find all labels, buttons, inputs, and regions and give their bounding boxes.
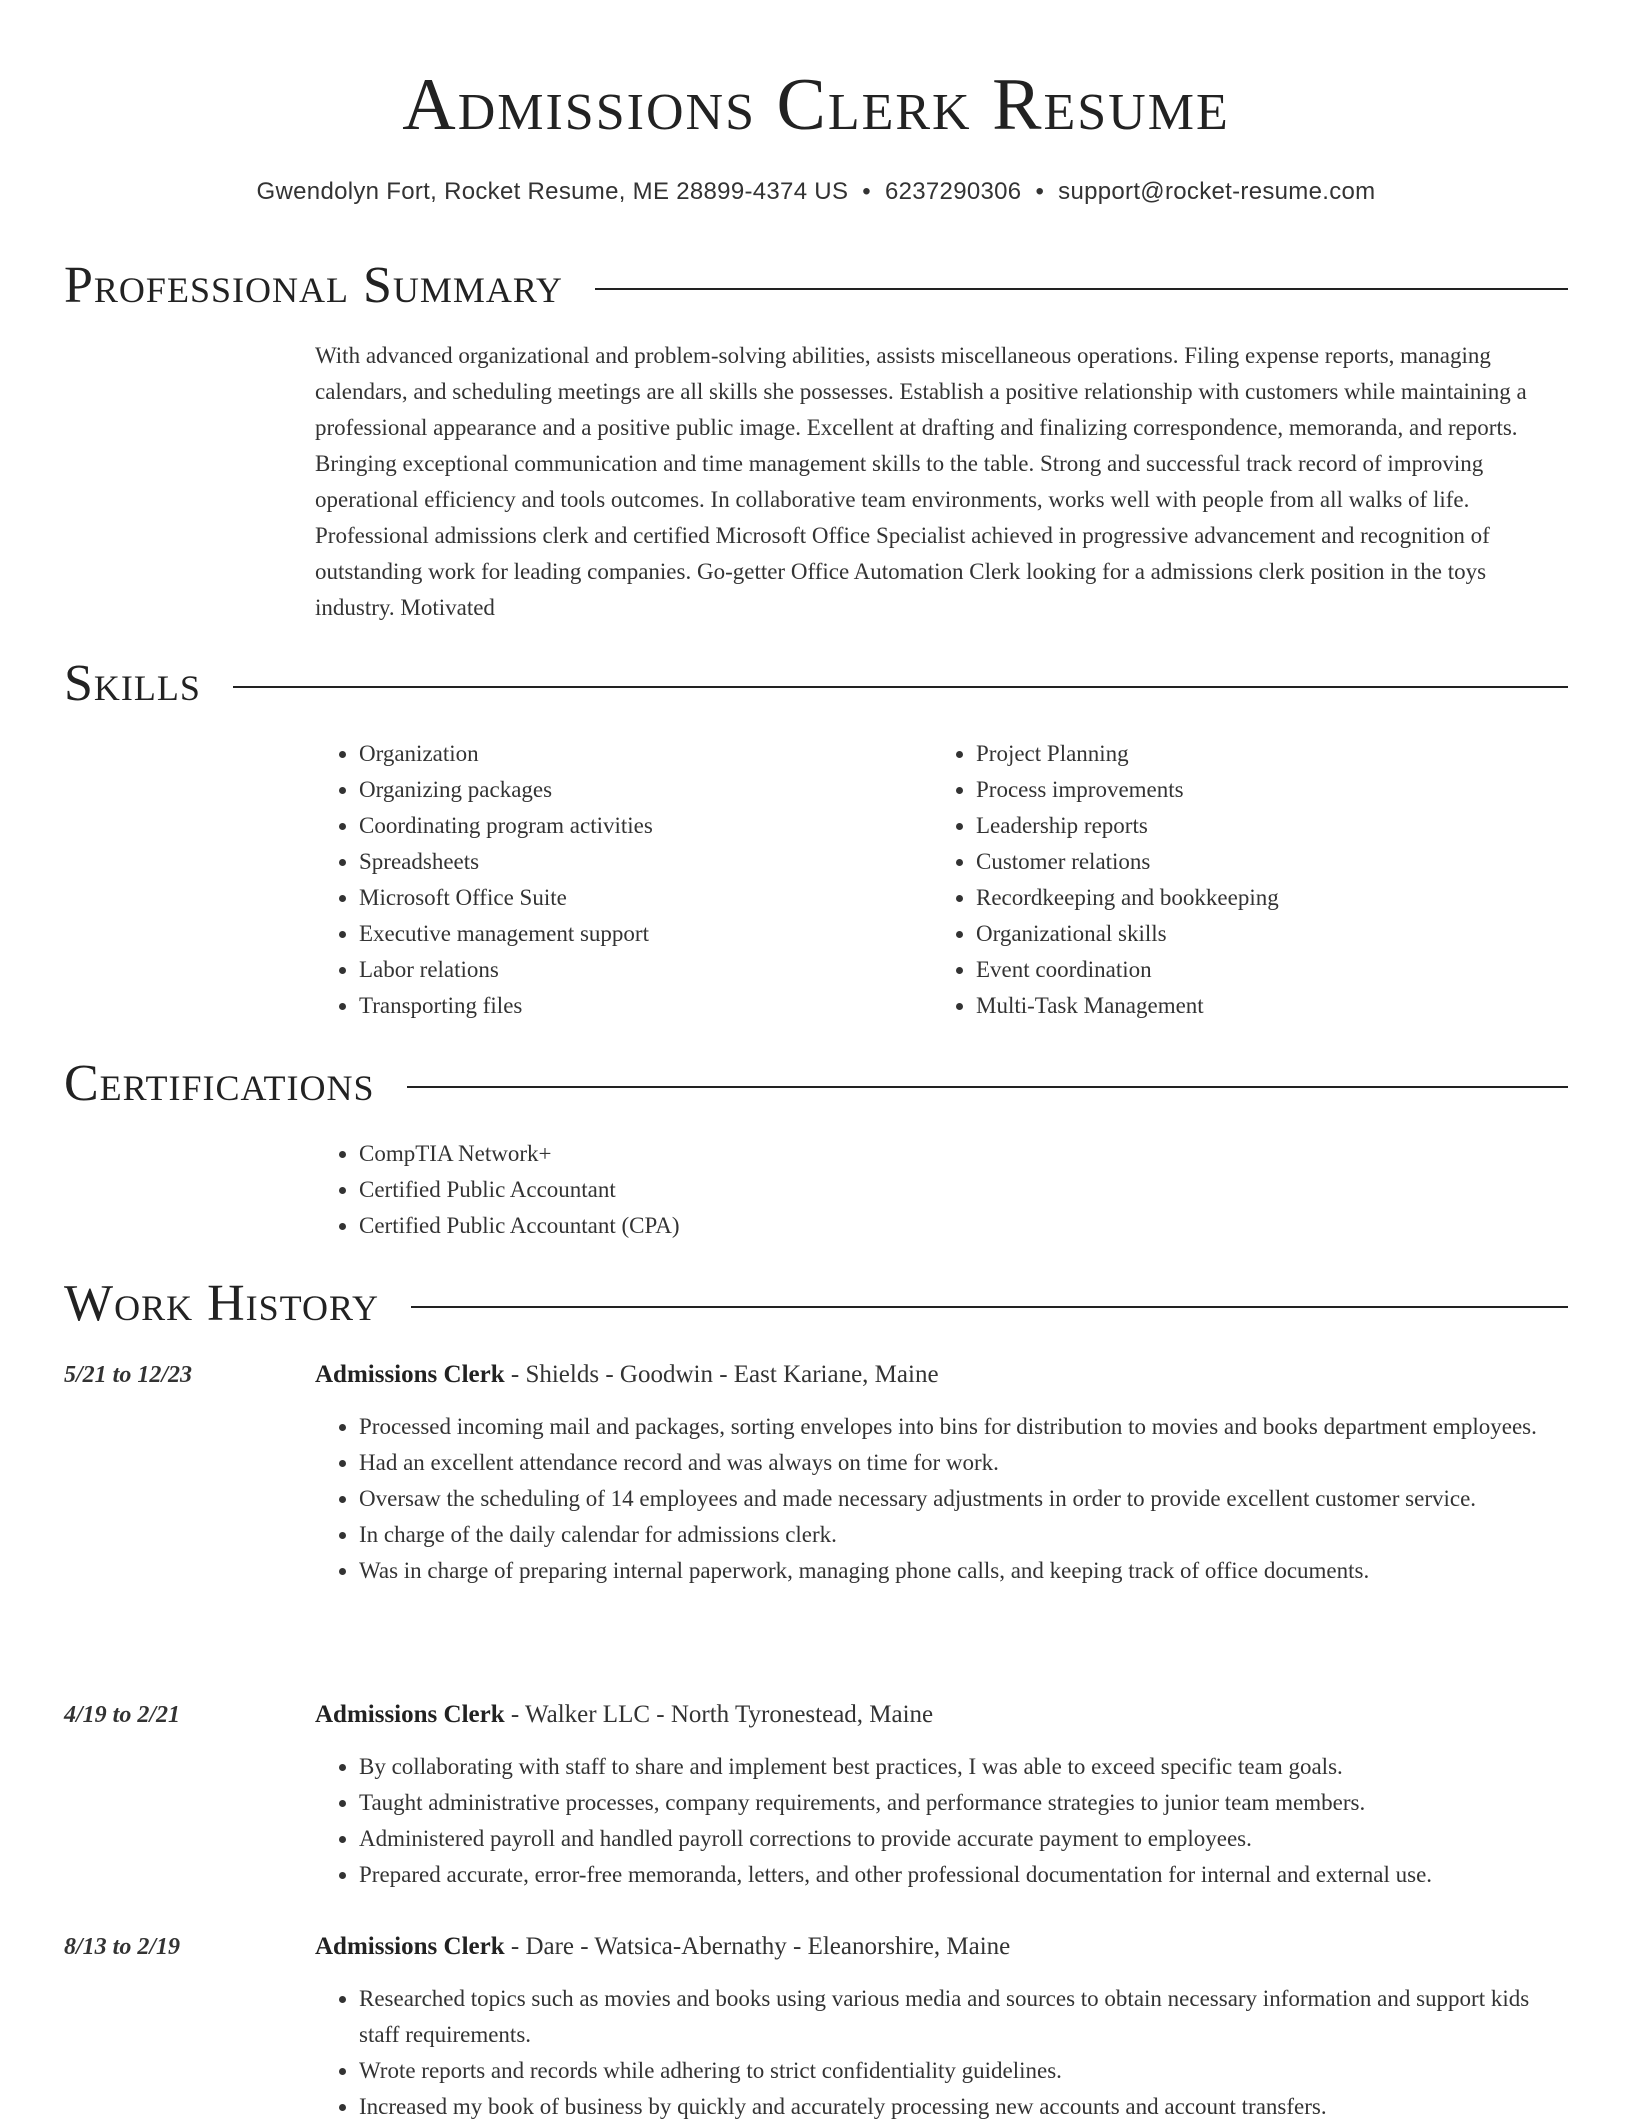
list-item: • Organizing packages: [359, 772, 895, 808]
list-item: • Increased my book of business by quickly and accurately processing new accounts and account transfers.: [359, 2089, 1570, 2125]
list-item: • Spreadsheets: [359, 844, 895, 880]
job-duties-list: [315, 1749, 1570, 1893]
job-duties: [315, 1749, 1570, 1893]
job-employer: - Dare - Watsica-Abernathy - Eleanorshire, Maine: [504, 1933, 1011, 1960]
list-item: • Organization: [359, 736, 895, 772]
list-item: • Leadership reports: [976, 808, 1552, 844]
certifications-list: [315, 1136, 1570, 1244]
section-title-work-history: Work History: [64, 1275, 380, 1332]
section-header-work-history: [64, 1272, 1568, 1336]
section-header-summary: [64, 254, 1568, 318]
job-employer: - Shields - Goodwin - East Kariane, Maine: [504, 1361, 939, 1388]
list-item: • Was in charge of preparing internal paperwork, managing phone calls, and keeping track of office documents.: [359, 1553, 1570, 1589]
job-duties-list: [315, 1409, 1570, 1589]
section-title-summary: Professional Summary: [64, 257, 563, 314]
job-header: [315, 1357, 1570, 1393]
skills-list-left: [315, 736, 895, 1024]
list-item: • Researched topics such as movies and books using various media and sources to obtain necessary information and support kids staff requirements.: [359, 1981, 1570, 2053]
list-item: • Coordinating program activities: [359, 808, 895, 844]
list-item: • Administered payroll and handled payroll corrections to provide accurate payment to employees.: [359, 1821, 1570, 1857]
list-item: • Microsoft Office Suite: [359, 880, 895, 916]
list-item: • Wrote reports and records while adhering to strict confidentiality guidelines.: [359, 2053, 1570, 2089]
job-title: Admissions Clerk: [315, 1933, 505, 1960]
contact-separator: •: [862, 178, 871, 205]
list-item: • Processed incoming mail and packages, sorting envelopes into bins for distribution to movies and books department employees.: [359, 1409, 1570, 1445]
list-item: • In charge of the daily calendar for admissions clerk.: [359, 1517, 1570, 1553]
job-dates: 8/13 to 2/19: [64, 1934, 181, 1960]
section-divider: [233, 686, 1568, 688]
resume-title: Admissions Clerk Resume: [402, 64, 1230, 146]
list-item: • Customer relations: [976, 844, 1552, 880]
list-item: • Event coordination: [976, 952, 1552, 988]
job-header: [315, 1929, 1570, 1965]
job-employer: - Walker LLC - North Tyronestead, Maine: [504, 1701, 934, 1728]
job-dates: 5/21 to 12/23: [64, 1362, 193, 1388]
list-item: • Recordkeeping and bookkeeping: [976, 880, 1552, 916]
job-duties: [315, 1409, 1570, 1589]
list-item: • Had an excellent attendance record and was always on time for work.: [359, 1445, 1570, 1481]
list-item: • Multi-Task Management: [976, 988, 1552, 1024]
list-item: • Oversaw the scheduling of 14 employees and made necessary adjustments in order to provide excellent customer service.: [359, 1481, 1570, 1517]
list-item: • Executive management support: [359, 916, 895, 952]
skills-column-right: [932, 736, 1552, 1024]
job-header: [315, 1697, 1570, 1733]
summary-text: With advanced organizational and problem-solving abilities, assists miscellaneous operations. Filing expense reports, managing calendars, and scheduling meetings are all skills she possesses. Establish a positive relationship with customers while maintaining a professional appearance and a positive public image. Excellent at drafting and finalizing correspondence, memoranda, and reports. Bringing exceptional communication and time management skills to the table. Strong and successful track record of improving operational efficiency and tools outcomes. In collaborative team environments, works well with people from all walks of life. Professional admissions clerk and certified Microsoft Office Specialist achieved in progressive advancement and recognition of outstanding work for leading companies. Go-getter Office Automation Clerk looking for a admissions clerk position in the toys industry. Motivated: [315, 343, 1527, 620]
job-dates: 4/19 to 2/21: [64, 1702, 181, 1728]
contact-email: support@rocket-resume.com: [1058, 178, 1376, 205]
contact-line: [0, 174, 1632, 210]
list-item: • Project Planning: [976, 736, 1552, 772]
section-divider: [595, 288, 1568, 290]
list-item: • Certified Public Accountant (CPA): [359, 1208, 1570, 1244]
contact-phone: 6237290306: [884, 178, 1022, 205]
certifications-block: [315, 1136, 1570, 1244]
list-item: • Taught administrative processes, company requirements, and performance strategies to junior team members.: [359, 1785, 1570, 1821]
section-divider: [407, 1086, 1568, 1088]
job-duties-list: [315, 1981, 1570, 2125]
section-header-skills: [64, 652, 1568, 716]
job-title: Admissions Clerk: [315, 1361, 505, 1388]
list-item: • By collaborating with staff to share and implement best practices, I was able to exceed specific team goals.: [359, 1749, 1570, 1785]
list-item: • CompTIA Network+: [359, 1136, 1570, 1172]
job-title: Admissions Clerk: [315, 1701, 505, 1728]
skills-list-right: [932, 736, 1552, 1024]
list-item: • Process improvements: [976, 772, 1552, 808]
skills-column-left: [315, 736, 895, 1024]
list-item: • Certified Public Accountant: [359, 1172, 1570, 1208]
section-title-skills: Skills: [64, 655, 201, 712]
job-duties: [315, 1981, 1570, 2125]
list-item: • Organizational skills: [976, 916, 1552, 952]
section-title-certifications: Certifications: [64, 1055, 375, 1112]
section-header-certifications: [64, 1052, 1568, 1116]
list-item: • Transporting files: [359, 988, 895, 1024]
list-item: • Prepared accurate, error-free memoranda, letters, and other professional documentation for internal and external use.: [359, 1857, 1570, 1893]
contact-separator: •: [1035, 178, 1045, 205]
list-item: • Labor relations: [359, 952, 895, 988]
section-divider: [411, 1306, 1568, 1308]
contact-address: Gwendolyn Fort, Rocket Resume, ME 28899-4374 US: [256, 178, 849, 205]
